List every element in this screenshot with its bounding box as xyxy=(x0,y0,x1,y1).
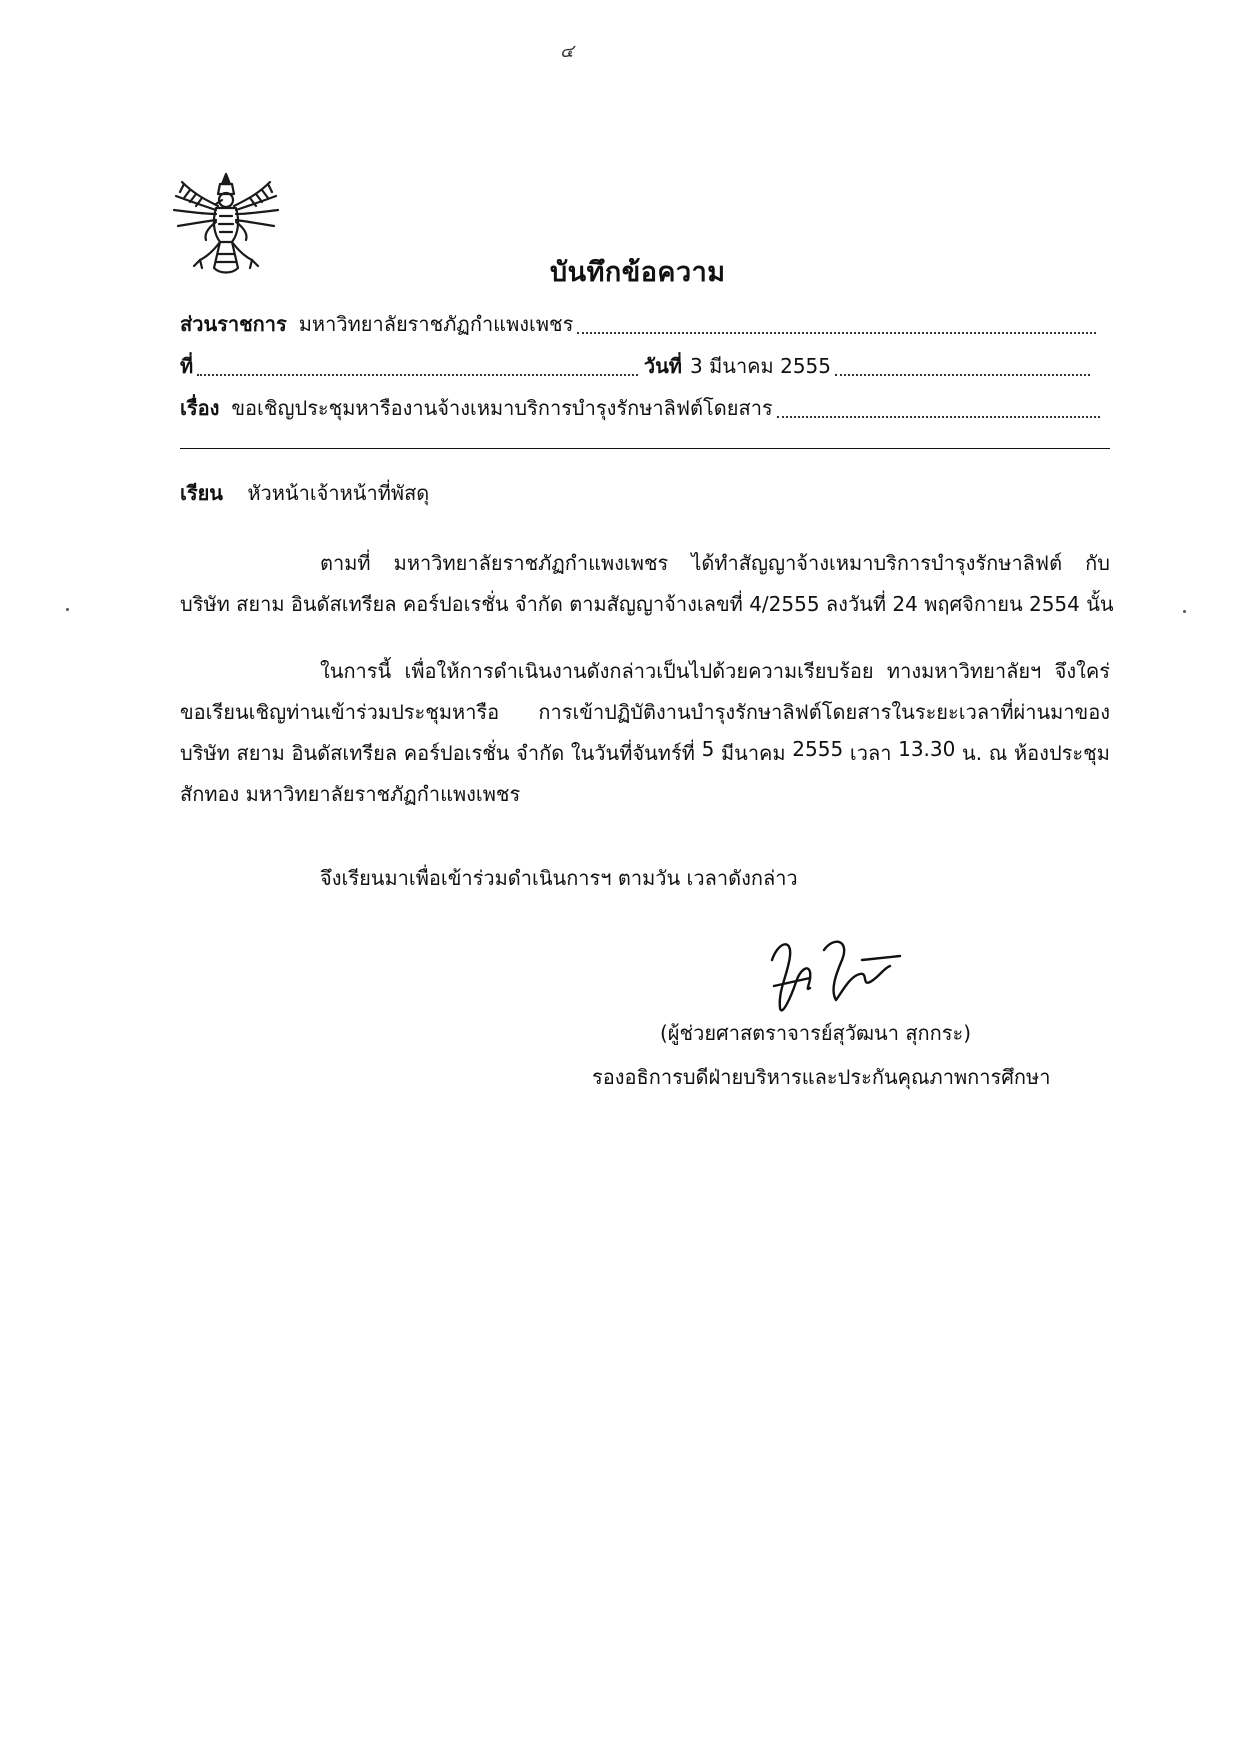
word: 2555 xyxy=(792,737,844,761)
word: บริษัท xyxy=(180,741,230,765)
subject-value: ขอเชิญประชุมหารืองานจ้างเหมาบริการบำรุงรักษาลิฟต์โดยสาร xyxy=(231,396,773,420)
scan-speck xyxy=(66,608,69,611)
date-value: 3 มีนาคม 2555 xyxy=(690,354,831,378)
dotted-fill xyxy=(777,416,1100,418)
salutation xyxy=(180,477,429,509)
page-number: ๔ xyxy=(560,41,574,62)
word: เวลา xyxy=(849,741,892,765)
date-label: วันที่ xyxy=(643,354,682,378)
agency-value: มหาวิทยาลัยราชภัฏกำแพงเพชร xyxy=(298,312,574,336)
salutation-value: หัวหน้าเจ้าหน้าที่พัสดุ xyxy=(247,481,430,505)
word: การเข้าปฏิบัติงานบำรุงรักษาลิฟต์โดยสารในระยะเวลาที่ผ่านมาของ xyxy=(538,700,1110,724)
dotted-fill xyxy=(577,332,1096,334)
reference-date-line xyxy=(180,348,1094,382)
paragraph-line: สักทอง มหาวิทยาลัยราชภัฏกำแพงเพชร xyxy=(180,782,521,806)
word: ในการนี้ xyxy=(320,659,392,683)
word: ในวันที่จันทร์ที่ xyxy=(570,741,695,765)
dotted-fill xyxy=(197,374,638,376)
word: จึงใคร่ xyxy=(1054,659,1110,683)
document-title: บันทึกข้อความ xyxy=(550,257,726,288)
word: มีนาคม xyxy=(720,741,786,765)
word: สยาม xyxy=(236,741,285,765)
agency-label: ส่วนราชการ xyxy=(180,312,287,336)
reference-label: ที่ xyxy=(180,354,194,378)
header-divider xyxy=(180,448,1110,449)
paragraph-line xyxy=(180,655,1110,696)
word: มหาวิทยาลัยราชภัฏกำแพงเพชร xyxy=(393,551,669,575)
subject-line xyxy=(180,390,1104,424)
paragraph-line xyxy=(180,547,1110,588)
word: กับ xyxy=(1085,551,1110,575)
word: ตามที่ xyxy=(320,551,371,575)
closing-statement: จึงเรียนมาเพื่อเข้าร่วมดำเนินการฯ ตามวัน เวลาดังกล่าว xyxy=(320,866,798,890)
word: ณ xyxy=(988,741,1008,765)
word: เพื่อให้การดำเนินงานดังกล่าวเป็นไปด้วยความเรียบร้อย xyxy=(404,659,874,683)
scan-speck xyxy=(1183,610,1186,613)
signer-title: รองอธิการบดีฝ่ายบริหารและประกันคุณภาพการศึกษา xyxy=(592,1065,1051,1089)
paragraph-line xyxy=(180,696,1110,737)
word: ทางมหาวิทยาลัยฯ xyxy=(886,659,1042,683)
word: อินดัสเทรียล xyxy=(291,741,398,765)
garuda-emblem-icon xyxy=(170,170,282,282)
word: จำกัด xyxy=(516,741,565,765)
word: 13.30 xyxy=(898,737,956,761)
handwritten-signature xyxy=(750,930,920,1020)
paragraph-1 xyxy=(180,547,1114,629)
salutation-label: เรียน xyxy=(180,481,223,505)
paragraph-line: บริษัท สยาม อินดัสเทรียล คอร์ปอเรชั่น จำกัด ตามสัญญาจ้างเลขที่ 4/2555 ลงวันที่ 24 พฤศจิกายน 2554 นั้น xyxy=(180,592,1114,616)
dotted-fill xyxy=(835,374,1090,376)
word: ได้ทำสัญญาจ้างเหมาบริการบำรุงรักษาลิฟต์ xyxy=(691,551,1063,575)
word: ขอเรียนเชิญท่านเข้าร่วมประชุมหารือ xyxy=(180,700,500,724)
word: น. xyxy=(962,741,983,765)
agency-line xyxy=(180,306,1100,340)
subject-label: เรื่อง xyxy=(180,396,220,420)
word: คอร์ปอเรชั่น xyxy=(403,741,510,765)
paragraph-2 xyxy=(180,655,1110,819)
paragraph-line xyxy=(180,737,1110,778)
signer-name: (ผู้ช่วยศาสตราจารย์สุวัฒนา สุกกระ) xyxy=(660,1021,972,1045)
word: ห้องประชุม xyxy=(1013,741,1110,765)
word: 5 xyxy=(701,737,715,761)
